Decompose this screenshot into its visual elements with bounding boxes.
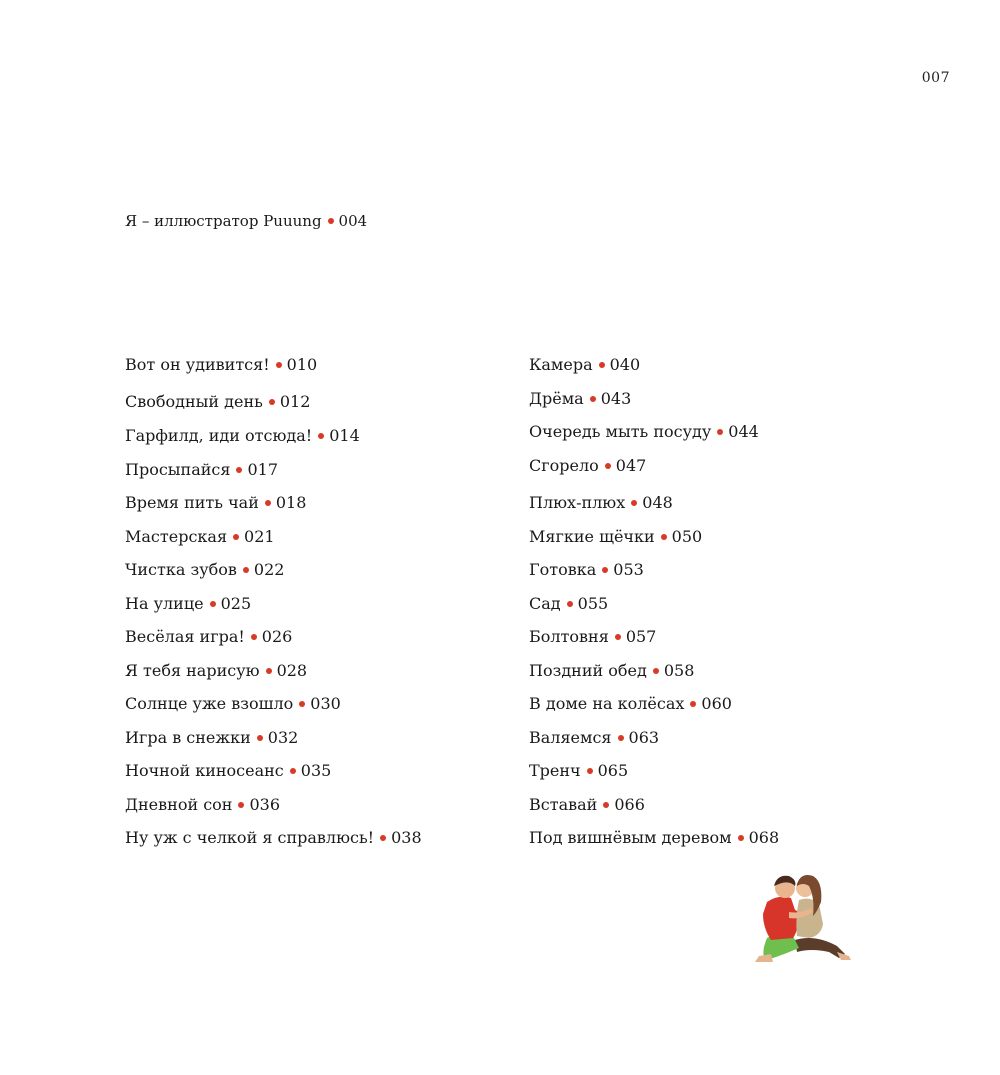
bullet-dot-icon [233, 534, 239, 540]
toc-entry-page: 018 [275, 493, 307, 512]
bullet-dot-icon [276, 362, 282, 368]
toc-entry-title: Болтовня [529, 627, 609, 646]
bullet-dot-icon [567, 601, 573, 607]
page-number: 007 [921, 70, 950, 86]
toc-entry-page: 038 [391, 828, 422, 847]
bullet-dot-icon [653, 668, 659, 674]
toc-entry-page: 032 [267, 728, 299, 747]
toc-entry-page: 048 [642, 493, 673, 512]
bullet-dot-icon [690, 701, 696, 707]
bullet-dot-icon [210, 601, 216, 607]
toc-entry-page: 058 [663, 661, 695, 680]
bullet-dot-icon [269, 399, 275, 405]
toc-entry[interactable] [529, 728, 659, 748]
bullet-dot-icon [599, 362, 605, 368]
bullet-dot-icon [290, 768, 296, 774]
toc-entry-page: 021 [244, 527, 275, 546]
toc-entry-page: 047 [615, 456, 647, 475]
toc-entry[interactable] [125, 728, 298, 748]
toc-entry[interactable] [529, 627, 656, 647]
toc-entry-title: Свободный день [125, 392, 263, 411]
bullet-dot-icon [615, 634, 621, 640]
toc-entry[interactable] [529, 694, 732, 714]
toc-entry-title: Ночной киносеанс [125, 761, 284, 780]
toc-entry-title: Вот он удивится! [125, 355, 270, 374]
bullet-dot-icon [618, 735, 624, 741]
toc-entry-page: 010 [286, 355, 318, 374]
toc-entry[interactable] [125, 627, 292, 647]
toc-entry-title: Игра в снежки [125, 728, 251, 747]
toc-entry[interactable] [529, 493, 673, 513]
bullet-dot-icon [318, 433, 324, 439]
toc-entry-title: Ну уж с челкой я справлюсь! [125, 828, 375, 847]
toc-entry-title: Мягкие щёчки [529, 527, 655, 546]
toc-entry-page: 026 [261, 627, 293, 646]
toc-entry-page: 017 [247, 460, 278, 479]
toc-entry[interactable] [125, 560, 284, 580]
toc-entry-page: 050 [671, 527, 703, 546]
toc-entry-page: 014 [329, 426, 360, 445]
toc-entry[interactable] [125, 355, 317, 375]
toc-entry-title: Тренч [529, 761, 581, 780]
toc-entry-title: Сгорело [529, 456, 599, 475]
toc-entry[interactable] [529, 828, 779, 848]
bullet-dot-icon [243, 567, 249, 573]
toc-entry-title: Валяемся [529, 728, 612, 747]
toc-entry[interactable] [125, 527, 275, 547]
bullet-dot-icon [717, 429, 723, 435]
toc-entry-title: Сад [529, 594, 561, 613]
toc-entry-title: Дневной сон [125, 795, 233, 814]
bullet-dot-icon [605, 463, 611, 469]
toc-entry-page: 055 [577, 594, 609, 613]
toc-entry-page: 028 [276, 661, 308, 680]
toc-entry-title: Гарфилд, иди отсюда! [125, 426, 313, 445]
toc-entry-page: 057 [625, 627, 657, 646]
toc-entry-page: 068 [748, 828, 780, 847]
toc-entry-title: Дрёма [529, 389, 584, 408]
toc-entry-title: Под вишнёвым деревом [529, 828, 732, 847]
toc-entry[interactable] [125, 426, 360, 446]
bullet-dot-icon [299, 701, 305, 707]
toc-entry[interactable] [125, 661, 307, 681]
toc-entry[interactable] [529, 355, 640, 375]
toc-entry-title: Я тебя нарисую [125, 661, 260, 680]
toc-entry-page: 053 [613, 560, 644, 579]
toc-entry-title: Время пить чай [125, 493, 259, 512]
bullet-dot-icon [587, 768, 593, 774]
toc-entry[interactable] [529, 456, 646, 476]
toc-entry[interactable] [125, 694, 341, 714]
toc-entry[interactable] [529, 761, 628, 781]
toc-entry-page: 065 [597, 761, 629, 780]
toc-entry-page: 030 [310, 694, 341, 713]
toc-entry-title: Мастерская [125, 527, 228, 546]
toc-entry[interactable] [529, 527, 702, 547]
bullet-dot-icon [603, 802, 609, 808]
bullet-dot-icon [328, 218, 334, 224]
toc-entry-page: 004 [338, 212, 368, 230]
toc-entry-page: 063 [628, 728, 660, 747]
toc-entry-intro[interactable] [125, 211, 367, 231]
toc-entry[interactable] [125, 594, 251, 614]
toc-entry-title: Я – иллюстратор Puuung [125, 212, 322, 230]
toc-entry-page: 035 [300, 761, 332, 780]
toc-entry-title: Солнце уже взошло [125, 694, 294, 713]
toc-entry-title: Плюх-плюх [529, 493, 626, 512]
toc-entry[interactable] [529, 422, 759, 442]
toc-entry-title: Очередь мыть посуду [529, 422, 712, 441]
bullet-dot-icon [265, 500, 271, 506]
toc-entry-title: Камера [529, 355, 593, 374]
toc-entry-page: 012 [279, 392, 311, 411]
bullet-dot-icon [238, 802, 244, 808]
bullet-dot-icon [602, 567, 608, 573]
toc-entry-page: 036 [249, 795, 280, 814]
toc-entry[interactable] [529, 389, 631, 409]
toc-entry-title: Чистка зубов [125, 560, 237, 579]
toc-entry-page: 044 [728, 422, 759, 441]
toc-entry-page: 025 [220, 594, 252, 613]
toc-entry-page: 060 [701, 694, 732, 713]
toc-entry[interactable] [529, 560, 644, 580]
bullet-dot-icon [251, 634, 257, 640]
toc-entry[interactable] [125, 795, 280, 815]
toc-entry-title: На улице [125, 594, 204, 613]
toc-entry[interactable] [529, 594, 608, 614]
toc-entry-page: 066 [614, 795, 645, 814]
toc-entry[interactable] [529, 661, 694, 681]
toc-entry[interactable] [125, 493, 306, 513]
toc-entry[interactable] [125, 460, 278, 480]
toc-entry[interactable] [125, 392, 310, 412]
toc-entry-title: В доме на колёсах [529, 694, 685, 713]
bullet-dot-icon [631, 500, 637, 506]
bullet-dot-icon [738, 835, 744, 841]
toc-entry-title: Вставай [529, 795, 598, 814]
toc-entry-title: Готовка [529, 560, 597, 579]
bullet-dot-icon [257, 735, 263, 741]
toc-entry-page: 043 [600, 389, 632, 408]
toc-entry-title: Поздний обед [529, 661, 647, 680]
bullet-dot-icon [380, 835, 386, 841]
toc-entry[interactable] [529, 795, 645, 815]
toc-entry[interactable] [125, 828, 422, 848]
bullet-dot-icon [661, 534, 667, 540]
toc-entry[interactable] [125, 761, 331, 781]
bullet-dot-icon [266, 668, 272, 674]
bullet-dot-icon [236, 467, 242, 473]
toc-entry-title: Весёлая игра! [125, 627, 245, 646]
bullet-dot-icon [590, 396, 596, 402]
toc-entry-page: 040 [609, 355, 641, 374]
toc-entry-page: 022 [253, 560, 285, 579]
toc-entry-title: Просыпайся [125, 460, 231, 479]
couple-illustration [745, 868, 865, 968]
